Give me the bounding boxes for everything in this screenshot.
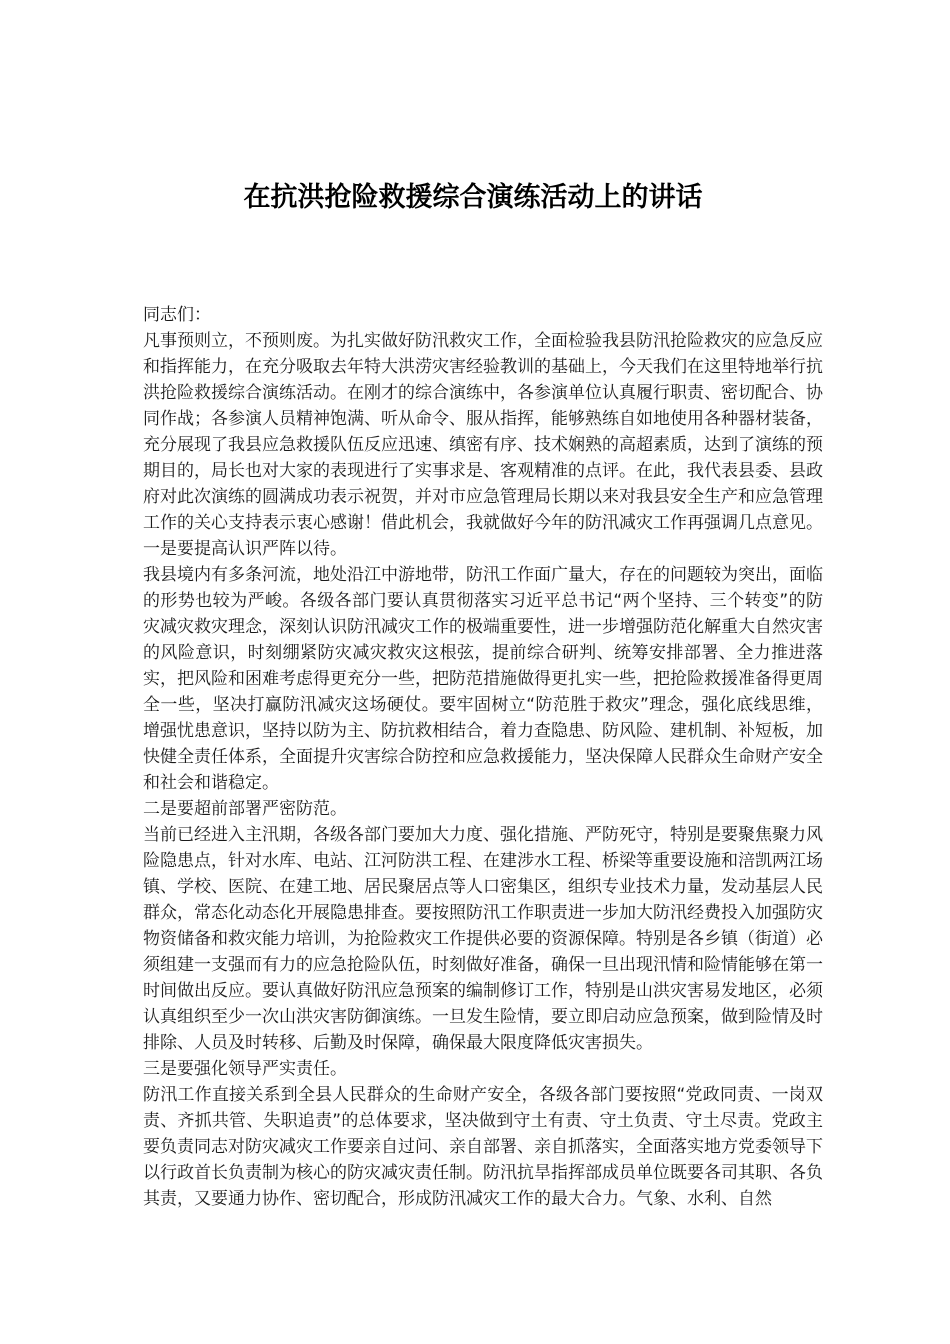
section-1-paragraph: 我县境内有多条河流，地处沿江中游地带，防汛工作面广量大，存在的问题较为突出，面临的形势也较为严峻。各级各部门要认真贯彻落实习近平总书记“两个坚持、三个转变”的防灾减灾救灾理念，深刻认识防汛减灾工作的极端重要性，进一步增强防范化解重大自然灾害的风险意识，时刻绷紧防灾减灾救灾这根弦，提前综合研判、统筹安排部署、全力推进落实，把风险和困难考虑得更充分一些，把防范措施做得更扎实一些，把抢险救援准备得更周全一些，坚决打赢防汛减灾这场硬仗。要牢固树立“防范胜于救灾”理念，强化底线思维，增强忧患意识，坚持以防为主、防抗救相结合，着力查隐患、防风险、建机制、补短板，加快健全责任体系，全面提升灾害综合防控和应急救援能力，坚决保障人民群众生命财产安全和社会和谐稳定。 — [143, 565, 823, 793]
section-2-heading: 二是要超前部署严密防范。 — [143, 799, 347, 819]
section-1-heading: 一是要提高认识严阵以待。 — [143, 539, 347, 559]
document-body — [143, 302, 823, 1212]
document-title: 在抗洪抢险救援综合演练活动上的讲话 — [243, 182, 703, 213]
salutation-line: 同志们： — [143, 305, 211, 325]
section-3-paragraph: 防汛工作直接关系到全县人民群众的生命财产安全，各级各部门要按照“党政同责、一岗双责、齐抓共管、失职追责”的总体要求，坚决做到守土有责、守土负责、守土尽责。党政主要负责同志对防灾减灾工作要亲自过问、亲自部署、亲自抓落实，全面落实地方党委领导下以行政首长负责制为核心的防灾减灾责任制。防汛抗旱指挥部成员单位既要各司其职、各负其责，又要通力协作、密切配合，形成防汛减灾工作的最大合力。气象、水利、自然 — [143, 1085, 823, 1209]
intro-paragraph: 凡事预则立，不预则废。为扎实做好防汛救灾工作，全面检验我县防汛抢险救灾的应急反应和指挥能力，在充分吸取去年特大洪涝灾害经验教训的基础上，今天我们在这里特地举行抗洪抢险救援综合演练活动。在刚才的综合演练中，各参演单位认真履行职责、密切配合、协同作战；各参演人员精神饱满、听从命令、服从指挥，能够熟练自如地使用各种器材装备，充分展现了我县应急救援队伍反应迅速、缜密有序、技术娴熟的高超素质，达到了演练的预期目的，局长也对大家的表现进行了实事求是、客观精准的点评。在此，我代表县委、县政府对此次演练的圆满成功表示祝贺，并对市应急管理局长期以来对我县安全生产和应急管理工作的关心支持表示衷心感谢！借此机会，我就做好今年的防汛减灾工作再强调几点意见。 — [143, 331, 823, 533]
section-2-paragraph: 当前已经进入主汛期，各级各部门要加大力度、强化措施、严防死守，特别是要聚焦聚力风险隐患点，针对水库、电站、江河防洪工程、在建涉水工程、桥梁等重要设施和涪凯两江场镇、学校、医院、在建工地、居民聚居点等人口密集区，组织专业技术力量，发动基层人民群众，常态化动态化开展隐患排查。要按照防汛工作职责进一步加大防汛经费投入加强防灾物资储备和救灾能力培训，为抢险救灾工作提供必要的资源保障。特别是各乡镇（街道）必须组建一支强而有力的应急抢险队伍，时刻做好准备，确保一旦出现汛情和险情能够在第一时间做出反应。要认真做好防汛应急预案的编制修订工作，特别是山洪灾害易发地区，必须认真组织至少一次山洪灾害防御演练。一旦发生险情，要立即启动应急预案，做到险情及时排除、人员及时转移、后勤及时保障，确保最大限度降低灾害损失。 — [143, 825, 823, 1053]
section-3-heading: 三是要强化领导严实责任。 — [143, 1059, 347, 1079]
